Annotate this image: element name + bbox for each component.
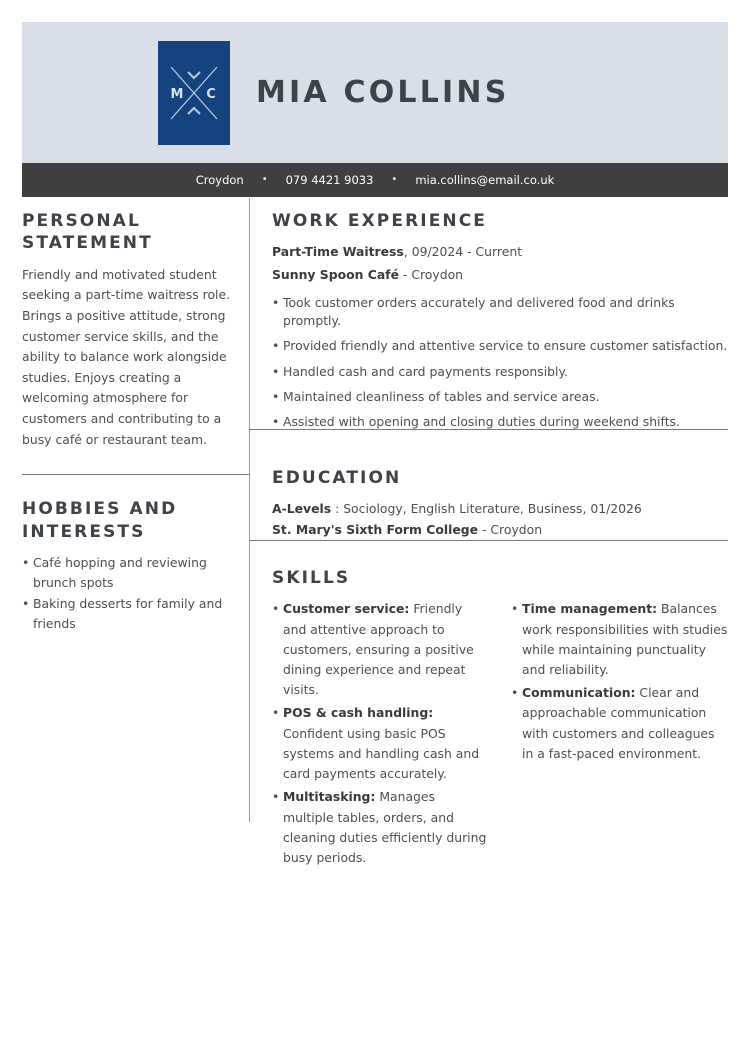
left-column bbox=[22, 210, 238, 635]
list-item: • Café hopping and reviewing brunch spots bbox=[22, 553, 238, 593]
list-item bbox=[272, 599, 489, 700]
skill-description: Clear and approachable communication with customers and colleagues in a fast-paced environment. bbox=[522, 685, 715, 761]
monogram-x-logo-svg bbox=[158, 41, 230, 145]
skill-description: Confident using basic POS systems and handling cash and card payments accurately. bbox=[283, 725, 480, 782]
work-experience-title: WORK EXPERIENCE bbox=[272, 211, 488, 231]
candidate-name: MIA COLLINS bbox=[256, 75, 510, 110]
contact-separator: • bbox=[391, 174, 398, 185]
personal-statement-title: PERSONAL STATEMENT bbox=[22, 211, 153, 254]
job-employer-line bbox=[272, 265, 728, 285]
personal-statement-section bbox=[22, 210, 238, 450]
job-role: Part-Time Waitress bbox=[272, 244, 404, 260]
skill-name: POS & cash handling: bbox=[283, 705, 434, 721]
job-location: - Croydon bbox=[398, 266, 464, 282]
education-title: EDUCATION bbox=[272, 467, 402, 488]
education-qualification: A-Levels bbox=[272, 501, 332, 517]
list-item: • Took customer orders accurately and delivered food and drinks promptly. bbox=[272, 294, 728, 331]
skills-column-two bbox=[511, 599, 728, 871]
contact-location: Croydon bbox=[195, 173, 244, 187]
right-column bbox=[272, 210, 728, 871]
job-employer: Sunny Spoon Café bbox=[272, 266, 399, 282]
list-item bbox=[272, 703, 489, 784]
education-institution-location: - Croydon bbox=[478, 521, 543, 537]
skills-section bbox=[272, 567, 728, 871]
skill-name: Time management: bbox=[522, 601, 658, 617]
list-item: • Baking desserts for family and friends bbox=[22, 594, 238, 634]
contact-bar bbox=[22, 163, 728, 197]
resume-header bbox=[22, 22, 728, 163]
hobbies-section bbox=[22, 498, 238, 634]
contact-separator: • bbox=[261, 174, 268, 185]
skill-description: Manages multiple tables, orders, and cleaning duties efficiently during busy periods. bbox=[283, 789, 487, 865]
list-item: • Maintained cleanliness of tables and service areas. bbox=[272, 388, 728, 406]
personal-statement-body: Friendly and motivated student seeking a part-time waitress role. Brings a positive attitude, strong customer service skills, and the ability to balance work alongside studies. Enjoys creating a welcoming atmosphere for customers and contributing to a busy café or restaurant team. bbox=[22, 266, 231, 447]
contact-phone[interactable]: 079 4421 9033 bbox=[285, 173, 374, 187]
list-item: • Handled cash and card payments responsibly. bbox=[272, 363, 728, 381]
education-institution: St. Mary's Sixth Form College bbox=[272, 521, 479, 537]
monogram-x-logo bbox=[158, 41, 230, 145]
hobbies-list bbox=[22, 553, 238, 634]
job-duties-list bbox=[272, 294, 728, 432]
skill-name: Communication: bbox=[522, 685, 636, 701]
skill-name: Customer service: bbox=[283, 601, 410, 617]
list-item bbox=[511, 683, 728, 764]
job-role-line bbox=[272, 242, 728, 262]
list-item bbox=[511, 599, 728, 680]
contact-email[interactable]: mia.collins@email.co.uk bbox=[415, 173, 555, 187]
skills-columns bbox=[272, 599, 728, 871]
list-item: • Provided friendly and attentive service to ensure customer satisfaction. bbox=[272, 337, 728, 355]
work-experience-section bbox=[272, 210, 728, 432]
skill-description: Friendly and attentive approach to customers, ensuring a positive dining experience and repeat visits. bbox=[283, 601, 474, 698]
logo-letter-m: M bbox=[170, 86, 184, 102]
logo-letter-c: C bbox=[206, 86, 216, 102]
education-entry bbox=[272, 520, 728, 540]
skills-title: SKILLS bbox=[272, 567, 351, 588]
list-item bbox=[272, 787, 489, 868]
education-detail: : Sociology, English Literature, Business, 01/2026 bbox=[331, 501, 642, 517]
hobbies-title: HOBBIES AND INTERESTS bbox=[22, 499, 178, 542]
skills-list bbox=[511, 599, 728, 764]
job-dates: , 09/2024 - Current bbox=[403, 244, 523, 260]
skill-name: Multitasking: bbox=[283, 789, 376, 805]
education-entry bbox=[272, 499, 728, 519]
column-divider bbox=[249, 198, 250, 822]
skills-list bbox=[272, 599, 489, 868]
skills-column-one bbox=[272, 599, 489, 871]
skill-description: Balances work responsibilities with studies while maintaining punctuality and reliability. bbox=[522, 601, 728, 677]
education-section bbox=[272, 467, 728, 540]
list-item: • Assisted with opening and closing duties during weekend shifts. bbox=[272, 413, 728, 431]
